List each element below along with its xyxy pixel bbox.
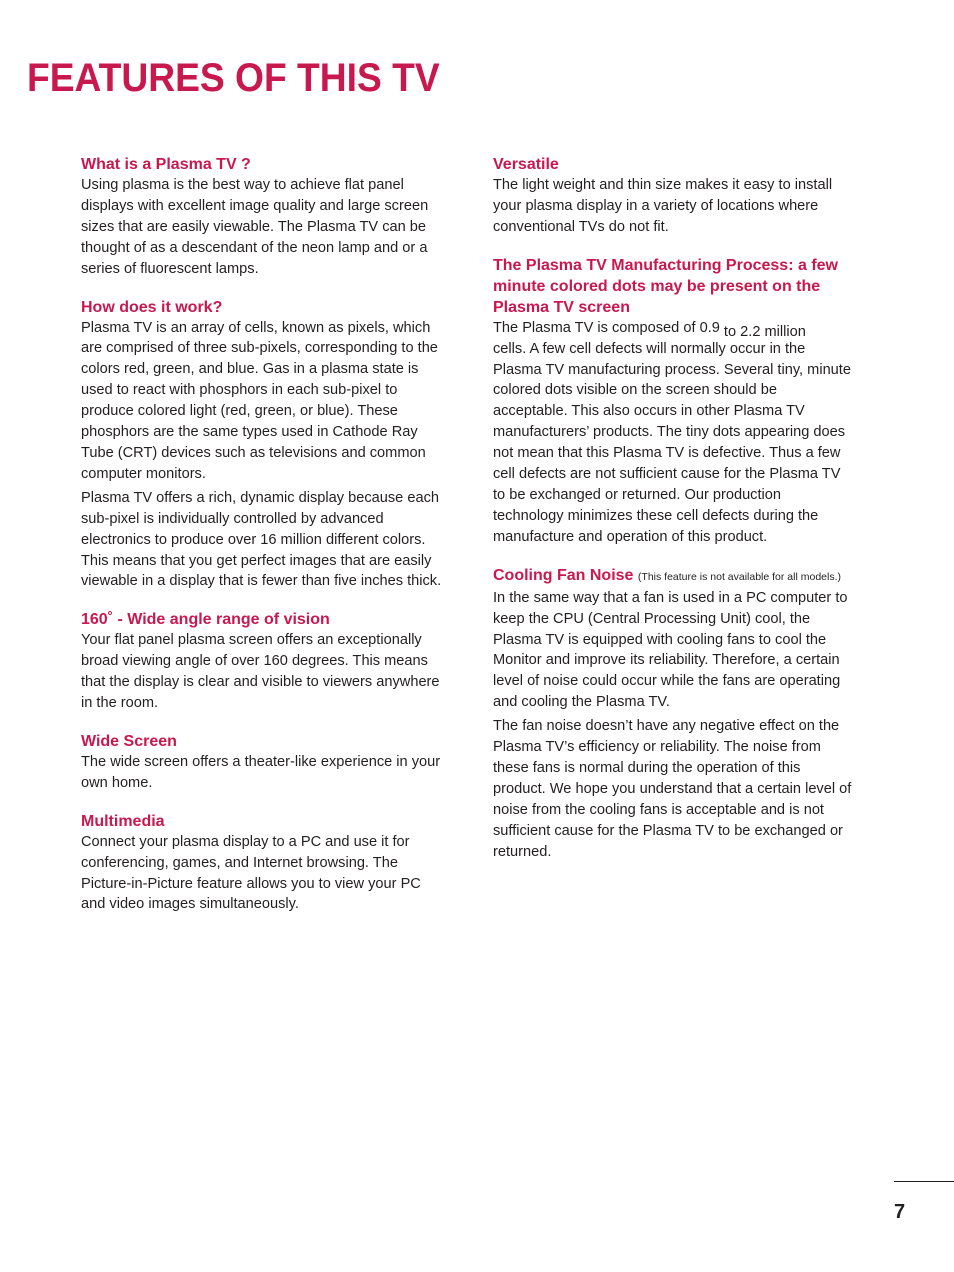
- section-body: Using plasma is the best way to achieve flat panel displays with excellent image quality and large screen sizes that are easily viewable. The Plasma TV can be thought of as a descendant of the neon lamp and or a series of fluorescent lamps.: [81, 177, 429, 277]
- page-number: 7: [894, 1201, 906, 1223]
- section-body: The wide screen offers a theater-like experience in your own home.: [81, 753, 441, 791]
- section-wide-angle: [81, 609, 443, 714]
- section-how-does-it-work: [81, 297, 443, 593]
- availability-note: (This feature is not available for all models.): [637, 570, 841, 583]
- section-body: [493, 318, 855, 548]
- right-column: [493, 154, 855, 862]
- section-heading: What is a Plasma TV ?: [81, 156, 251, 173]
- section-heading: The Plasma TV Manufacturing Process: a few minute colored dots may be present on the Plasma TV screen: [493, 256, 838, 316]
- section-what-is-plasma: [81, 154, 443, 280]
- section-multimedia: [81, 811, 443, 916]
- section-heading: Versatile: [493, 156, 559, 173]
- section-heading: Wide Screen: [81, 732, 177, 750]
- page-title: FEATURES OF THIS TV: [27, 56, 440, 100]
- section-body: Plasma TV is an array of cells, known as pixels, which are comprised of three sub-pixels, corresponding to the colors red, green, and blue. Gas in a plasma state is used to react with phosphors in each sub-pixel to produce colored light (red, green, or blue). These phosphors are the same types used in Cathode Ray Tube (CRT) devices such as televisions and common computer monitors.: [81, 319, 438, 482]
- section-body: The light weight and thin size makes it easy to install your plasma display in a variety of locations where conventional TVs do not fit.: [493, 177, 833, 235]
- section-body: Your flat panel plasma screen offers an exceptionally broad viewing angle of over 160 degrees. This means that the display is clear and visible to viewers anywhere in the room.: [81, 632, 440, 712]
- section-manufacturing-process: [493, 255, 855, 548]
- section-heading: Multimedia: [81, 812, 165, 830]
- section-heading: Cooling Fan Noise: [493, 566, 634, 584]
- left-column: [81, 154, 443, 915]
- section-body: The fan noise doesn’t have any negative effect on the Plasma TV’s efficiency or reliability. The noise from these fans is normal during the operation of this product. We hope you understand that a certain level of noise from the cooling fans is acceptable and is not sufficient cause for the Plasma TV to be exchanged or returned.: [493, 718, 852, 860]
- section-body: Connect your plasma display to a PC and use it for conferencing, games, and Internet browsing. The Picture-in-Picture feature allows you to view your PC and video images simultaneously.: [81, 833, 421, 913]
- section-body: Plasma TV offers a rich, dynamic display because each sub-pixel is individually controlled by advanced electronics to produce over 16 million different colors. This means that you get perfect images that are easily viewable in a display that is fewer than five inches thick.: [81, 489, 442, 590]
- section-heading: How does it work?: [81, 298, 223, 316]
- footer-rule: [894, 1181, 954, 1182]
- section-body: In the same way that a fan is used in a PC computer to keep the CPU (Central Processing Unit) cool, the Plasma TV is equipped with cooling fans to cool the Monitor and improve its reliability. Therefore, a certain level of noise could occur while the fans are operating and cooling the Plasma TV.: [493, 589, 848, 711]
- section-versatile: [493, 154, 855, 238]
- section-heading: 160˚ - Wide angle range of vision: [81, 611, 330, 629]
- body-rest: cells. A few cell defects will normally occur in the Plasma TV manufacturing process. Several tiny, minute colored dots visible on the screen should be acceptable. This also occurs in other Plasma TV manufacturers’ products. The tiny dots appearing does not mean that this Plasma TV is defective. Thus a few cell defects are not sufficient cause for the Plasma TV to be exchanged or returned. Our production technology minimizes these cell defects during the manufacture and operation of this product.: [493, 340, 851, 545]
- body-lead: The Plasma TV is composed of 0.9: [493, 319, 720, 336]
- body-tail: to 2.2 million: [723, 323, 806, 340]
- section-cooling-fan-noise: [493, 565, 855, 863]
- section-heading-row: [493, 565, 855, 588]
- section-wide-screen: [81, 731, 443, 794]
